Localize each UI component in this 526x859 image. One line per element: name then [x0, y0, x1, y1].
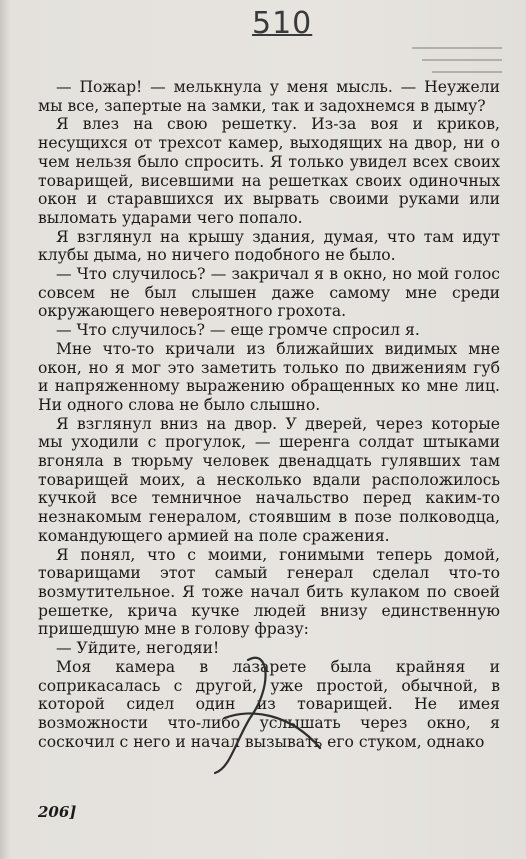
paragraph: Я взглянул вниз на двор. У дверей, через которые мы уходили с прогулок, — шеренга солдат штыками вгоняла в тюрьму человек двенадцать гулявших там товарищей моих, а несколько вдали расположилось кучкой все темничное начальство перед каким-то незнакомым генералом, стоявшим в позе полководца, командующего армией на поле сражения.	[38, 414, 500, 545]
handwritten-page-number: 510	[252, 6, 313, 41]
paragraph: — Уйдите, негодяи!	[56, 639, 220, 658]
paragraph: Мне что-то кричали из ближайших видимых мне окон, но я мог это заметить только по движениям губ и напряженному выражению обращенных ко мне лиц. Ни одного слова не было слышно.	[38, 339, 500, 414]
bleed-through-marks-icon	[402, 40, 522, 80]
paragraph: Я влез на свою решетку. Из-за воя и криков, несущихся от трехсот камер, выходящих на двор, ни о чем нельзя было спросить. Я только увидел всех своих товарищей, висевшими на решетках своих одиночных окон и старавшихся их вырвать своими руками или выломать ударами чего попало.	[38, 115, 500, 227]
paragraph: — Что случилось? — еще громче спросил я.	[56, 321, 420, 340]
paragraph: Я взглянул на крышу здания, думая, что там идут клубы дыма, но ничего подобного не было.	[38, 227, 500, 265]
paragraph: — Что случилось? — закричал я в окно, но мой голос совсем не был слышен даже самому мне среди окружающего невероятного грохота.	[38, 265, 500, 321]
paragraph: — Пожар! — мелькнула у меня мысль. — Неужели мы все, запертые на замки, так и задохнемся в дыму?	[38, 78, 500, 115]
paragraph: Я понял, что с моими, гонимыми теперь домой, товарищами этот самый генерал сделал что-то возмутительное. Я тоже начал бить кулаком по своей решетке, крича кучке людей внизу единственную пришедшую мне в голову фразу:	[38, 545, 500, 639]
pencil-scribble-icon	[190, 648, 340, 778]
paragraph: Моя камера в лазарете была крайняя и соприкасалась с другой, уже простой, обычной, в которой сидел один из товарищей. Не имея возможности что-либо услышать через окно, я соскочил с него и начал вызывать его стуком, однако	[38, 657, 500, 751]
printed-page-number: 206]	[38, 803, 77, 821]
bleed-through-text-top	[402, 40, 522, 83]
